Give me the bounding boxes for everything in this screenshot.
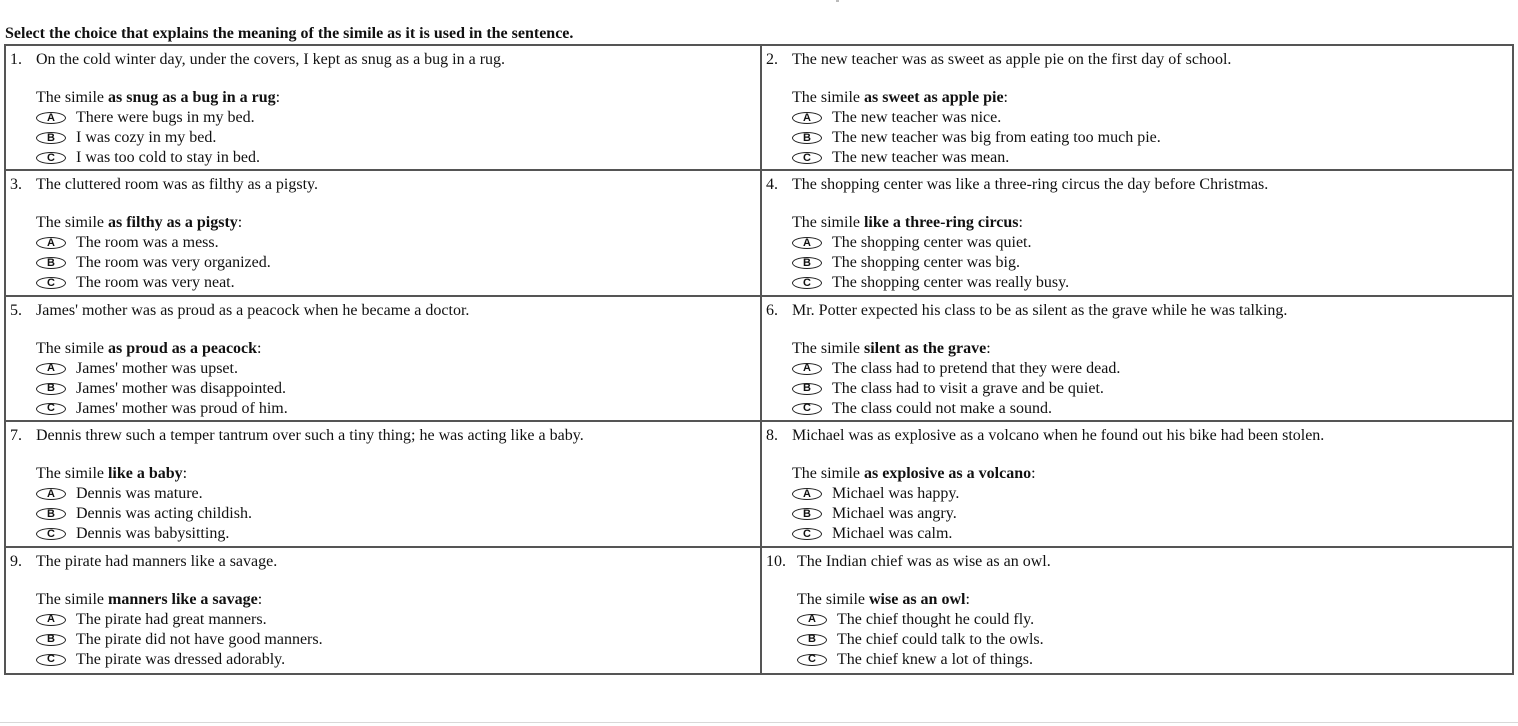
answer-bubble-icon[interactable]: C bbox=[792, 277, 822, 289]
answer-text: Dennis was babysitting. bbox=[76, 525, 230, 543]
answer-option[interactable] bbox=[792, 273, 1508, 293]
answer-option[interactable] bbox=[797, 610, 1508, 630]
question-number: 4. bbox=[766, 176, 778, 194]
answer-block bbox=[766, 213, 1508, 293]
simile-phrase: wise as an owl bbox=[868, 590, 966, 608]
simile-prompt: The simile wise as an owl: bbox=[797, 590, 970, 608]
answer-option[interactable] bbox=[792, 399, 1508, 419]
answer-block bbox=[766, 464, 1508, 544]
answer-block bbox=[766, 339, 1508, 419]
instructions: Select the choice that explains the meaning of the simile as it is used in the sentence. bbox=[5, 25, 574, 42]
answer-bubble-icon[interactable]: C bbox=[792, 528, 822, 540]
answer-block bbox=[10, 590, 756, 670]
answer-text: The shopping center was really busy. bbox=[832, 274, 1070, 292]
answer-text: The chief thought he could fly. bbox=[837, 610, 1035, 628]
simile-prompt: The simile as explosive as a volcano: bbox=[792, 465, 1036, 483]
simile-prompt: The simile as filthy as a pigsty: bbox=[36, 214, 243, 232]
question-line bbox=[10, 50, 756, 70]
answer-text: The pirate had great manners. bbox=[76, 610, 267, 628]
answer-text: I was too cold to stay in bed. bbox=[76, 149, 260, 166]
simile-phrase: as explosive as a volcano bbox=[863, 465, 1032, 483]
answer-option[interactable] bbox=[792, 504, 1508, 524]
answer-bubble-icon[interactable]: A bbox=[36, 488, 66, 500]
answer-option[interactable] bbox=[36, 233, 756, 253]
answer-bubble-icon[interactable]: C bbox=[797, 654, 827, 666]
answer-option[interactable] bbox=[36, 650, 756, 670]
answer-bubble-icon[interactable]: B bbox=[36, 634, 66, 646]
answer-bubble-icon[interactable]: A bbox=[797, 614, 827, 626]
answer-bubble-icon[interactable]: B bbox=[36, 257, 66, 269]
answer-text: The class had to pretend that they were dead. bbox=[832, 359, 1121, 377]
simile-prompt: The simile as snug as a bug in a rug: bbox=[36, 89, 281, 106]
answer-block bbox=[10, 339, 756, 419]
answer-block bbox=[10, 213, 756, 293]
simile-prefix: The simile bbox=[792, 89, 860, 106]
question-line bbox=[766, 552, 1508, 572]
answer-text: James' mother was upset. bbox=[76, 359, 238, 377]
simile-prompt: The simile like a baby: bbox=[36, 465, 188, 483]
answer-bubble-icon[interactable]: B bbox=[792, 383, 822, 395]
question-7 bbox=[6, 422, 762, 547]
answer-option[interactable] bbox=[36, 128, 756, 148]
question-sentence: Dennis threw such a temper tantrum over such a tiny thing; he was acting like a baby. bbox=[36, 427, 584, 445]
question-sentence: The new teacher was as sweet as apple pie on the first day of school. bbox=[792, 51, 1232, 68]
answer-block bbox=[10, 88, 756, 168]
answer-text: Michael was calm. bbox=[832, 525, 953, 543]
simile-prompt: The simile manners like a savage: bbox=[36, 590, 263, 608]
answer-text: Michael was happy. bbox=[832, 485, 960, 503]
question-5 bbox=[6, 297, 762, 422]
answer-bubble-icon[interactable]: B bbox=[36, 508, 66, 520]
answer-text: There were bugs in my bed. bbox=[76, 109, 255, 126]
answer-option[interactable] bbox=[36, 359, 756, 379]
answer-option[interactable] bbox=[36, 108, 756, 128]
answer-bubble-icon[interactable]: A bbox=[792, 363, 822, 375]
simile-prefix: The simile bbox=[36, 590, 104, 608]
question-9 bbox=[6, 548, 762, 673]
question-sentence: The shopping center was like a three-ring circus the day before Christmas. bbox=[792, 176, 1269, 194]
question-number: 6. bbox=[766, 301, 778, 319]
question-line bbox=[10, 552, 756, 572]
answer-bubble-icon[interactable]: B bbox=[36, 132, 66, 144]
question-2 bbox=[762, 46, 1512, 171]
answer-option[interactable] bbox=[36, 484, 756, 504]
answer-option[interactable] bbox=[36, 610, 756, 630]
simile-phrase: manners like a savage bbox=[107, 590, 258, 608]
answer-option[interactable] bbox=[792, 359, 1508, 379]
simile-prefix: The simile bbox=[36, 465, 104, 483]
question-sentence: The Indian chief was as wise as an owl. bbox=[797, 552, 1051, 570]
answer-text: The pirate was dressed adorably. bbox=[76, 650, 286, 668]
question-10 bbox=[762, 548, 1512, 673]
answer-text: The new teacher was big from eating too much pie. bbox=[832, 129, 1161, 146]
answer-bubble-icon[interactable]: B bbox=[36, 383, 66, 395]
answer-text: James' mother was disappointed. bbox=[76, 379, 286, 397]
simile-prefix: The simile bbox=[36, 339, 104, 357]
question-sentence: The pirate had manners like a savage. bbox=[36, 552, 278, 570]
answer-bubble-icon[interactable]: A bbox=[36, 614, 66, 626]
answer-option[interactable] bbox=[792, 379, 1508, 399]
question-number: 7. bbox=[10, 427, 22, 445]
page-top-marker bbox=[836, 0, 839, 2]
answer-bubble-icon[interactable]: C bbox=[36, 403, 66, 415]
answer-bubble-icon[interactable]: A bbox=[792, 488, 822, 500]
answer-text: The chief could talk to the owls. bbox=[837, 630, 1044, 648]
answer-option[interactable] bbox=[792, 128, 1508, 148]
answer-option[interactable] bbox=[792, 253, 1508, 273]
question-grid bbox=[4, 44, 1514, 675]
simile-prefix: The simile bbox=[36, 89, 104, 106]
answer-block bbox=[766, 88, 1508, 168]
simile-prompt: The simile as proud as a peacock: bbox=[36, 339, 262, 357]
simile-phrase: like a three-ring circus bbox=[863, 214, 1019, 232]
answer-text: The room was very organized. bbox=[76, 254, 271, 272]
question-number: 9. bbox=[10, 552, 22, 570]
question-number: 10. bbox=[766, 552, 786, 570]
question-number: 5. bbox=[10, 301, 22, 319]
question-sentence: Michael was as explosive as a volcano when he found out his bike had been stolen. bbox=[792, 427, 1325, 445]
answer-text: The pirate did not have good manners. bbox=[76, 630, 323, 648]
question-line bbox=[766, 50, 1508, 70]
answer-bubble-icon[interactable]: B bbox=[797, 634, 827, 646]
question-number: 8. bbox=[766, 427, 778, 445]
answer-option[interactable] bbox=[36, 524, 756, 544]
question-sentence: Mr. Potter expected his class to be as silent as the grave while he was talking. bbox=[792, 301, 1288, 319]
question-number: 1. bbox=[10, 51, 22, 68]
answer-option[interactable] bbox=[36, 399, 756, 419]
answer-text: Dennis was acting childish. bbox=[76, 505, 252, 523]
simile-prefix: The simile bbox=[792, 465, 860, 483]
simile-prompt: The simile as sweet as apple pie: bbox=[792, 89, 1008, 106]
answer-block bbox=[766, 590, 1508, 670]
answer-text: Dennis was mature. bbox=[76, 485, 203, 503]
answer-text: James' mother was proud of him. bbox=[76, 399, 288, 417]
question-line bbox=[766, 426, 1508, 446]
answer-bubble-icon[interactable]: A bbox=[36, 237, 66, 249]
answer-option[interactable] bbox=[36, 148, 756, 168]
answer-text: The room was a mess. bbox=[76, 234, 219, 252]
simile-phrase: as snug as a bug in a rug bbox=[107, 89, 276, 106]
answer-bubble-icon[interactable]: B bbox=[792, 257, 822, 269]
answer-bubble-icon[interactable]: C bbox=[36, 528, 66, 540]
answer-bubble-icon[interactable]: C bbox=[792, 152, 822, 164]
simile-prompt: The simile like a three-ring circus: bbox=[792, 214, 1023, 232]
answer-option[interactable] bbox=[36, 253, 756, 273]
answer-text: The new teacher was mean. bbox=[832, 149, 1010, 166]
answer-block bbox=[10, 464, 756, 544]
question-6 bbox=[762, 297, 1512, 422]
footer-divider bbox=[0, 722, 1518, 723]
question-4 bbox=[762, 171, 1512, 296]
question-number: 3. bbox=[10, 176, 22, 194]
answer-bubble-icon[interactable]: C bbox=[36, 152, 66, 164]
question-sentence: James' mother was as proud as a peacock when he became a doctor. bbox=[36, 301, 470, 319]
answer-text: Michael was angry. bbox=[832, 505, 957, 523]
question-line bbox=[766, 301, 1508, 321]
answer-bubble-icon[interactable]: B bbox=[792, 132, 822, 144]
answer-option[interactable] bbox=[792, 524, 1508, 544]
answer-option[interactable] bbox=[36, 630, 756, 650]
answer-text: The class had to visit a grave and be quiet. bbox=[832, 379, 1104, 397]
simile-phrase: silent as the grave bbox=[863, 339, 987, 357]
answer-text: The shopping center was quiet. bbox=[832, 234, 1032, 252]
simile-prefix: The simile bbox=[792, 214, 860, 232]
answer-text: I was cozy in my bed. bbox=[76, 129, 217, 146]
question-line bbox=[10, 301, 756, 321]
answer-text: The new teacher was nice. bbox=[832, 109, 1002, 126]
answer-text: The chief knew a lot of things. bbox=[837, 650, 1033, 668]
answer-text: The room was very neat. bbox=[76, 274, 235, 292]
question-1 bbox=[6, 46, 762, 171]
answer-option[interactable] bbox=[36, 379, 756, 399]
answer-bubble-icon[interactable]: A bbox=[36, 363, 66, 375]
simile-prefix: The simile bbox=[797, 590, 865, 608]
answer-option[interactable] bbox=[797, 630, 1508, 650]
answer-option[interactable] bbox=[792, 233, 1508, 253]
answer-option[interactable] bbox=[36, 273, 756, 293]
question-number: 2. bbox=[766, 51, 778, 68]
answer-bubble-icon[interactable]: C bbox=[36, 277, 66, 289]
answer-text: The shopping center was big. bbox=[832, 254, 1020, 272]
answer-option[interactable] bbox=[792, 148, 1508, 168]
simile-prefix: The simile bbox=[36, 214, 104, 232]
answer-option[interactable] bbox=[36, 504, 756, 524]
simile-phrase: as proud as a peacock bbox=[107, 339, 258, 357]
answer-option[interactable] bbox=[792, 484, 1508, 504]
answer-bubble-icon[interactable]: A bbox=[792, 237, 822, 249]
simile-phrase: like a baby bbox=[107, 465, 183, 483]
simile-phrase: as sweet as apple pie bbox=[863, 89, 1004, 106]
question-8 bbox=[762, 422, 1512, 547]
question-sentence: On the cold winter day, under the covers, I kept as snug as a bug in a rug. bbox=[36, 51, 506, 68]
simile-prompt: The simile silent as the grave: bbox=[792, 339, 991, 357]
simile-prefix: The simile bbox=[792, 339, 860, 357]
answer-bubble-icon[interactable]: C bbox=[36, 654, 66, 666]
answer-bubble-icon[interactable]: A bbox=[792, 112, 822, 124]
answer-option[interactable] bbox=[792, 108, 1508, 128]
question-3 bbox=[6, 171, 762, 296]
answer-bubble-icon[interactable]: A bbox=[36, 112, 66, 124]
question-line bbox=[10, 426, 756, 446]
simile-phrase: as filthy as a pigsty bbox=[107, 214, 238, 232]
answer-option[interactable] bbox=[797, 650, 1508, 670]
question-line bbox=[10, 175, 756, 195]
answer-bubble-icon[interactable]: B bbox=[792, 508, 822, 520]
question-line bbox=[766, 175, 1508, 195]
answer-text: The class could not make a sound. bbox=[832, 399, 1052, 417]
answer-bubble-icon[interactable]: C bbox=[792, 403, 822, 415]
question-sentence: The cluttered room was as filthy as a pigsty. bbox=[36, 176, 318, 194]
